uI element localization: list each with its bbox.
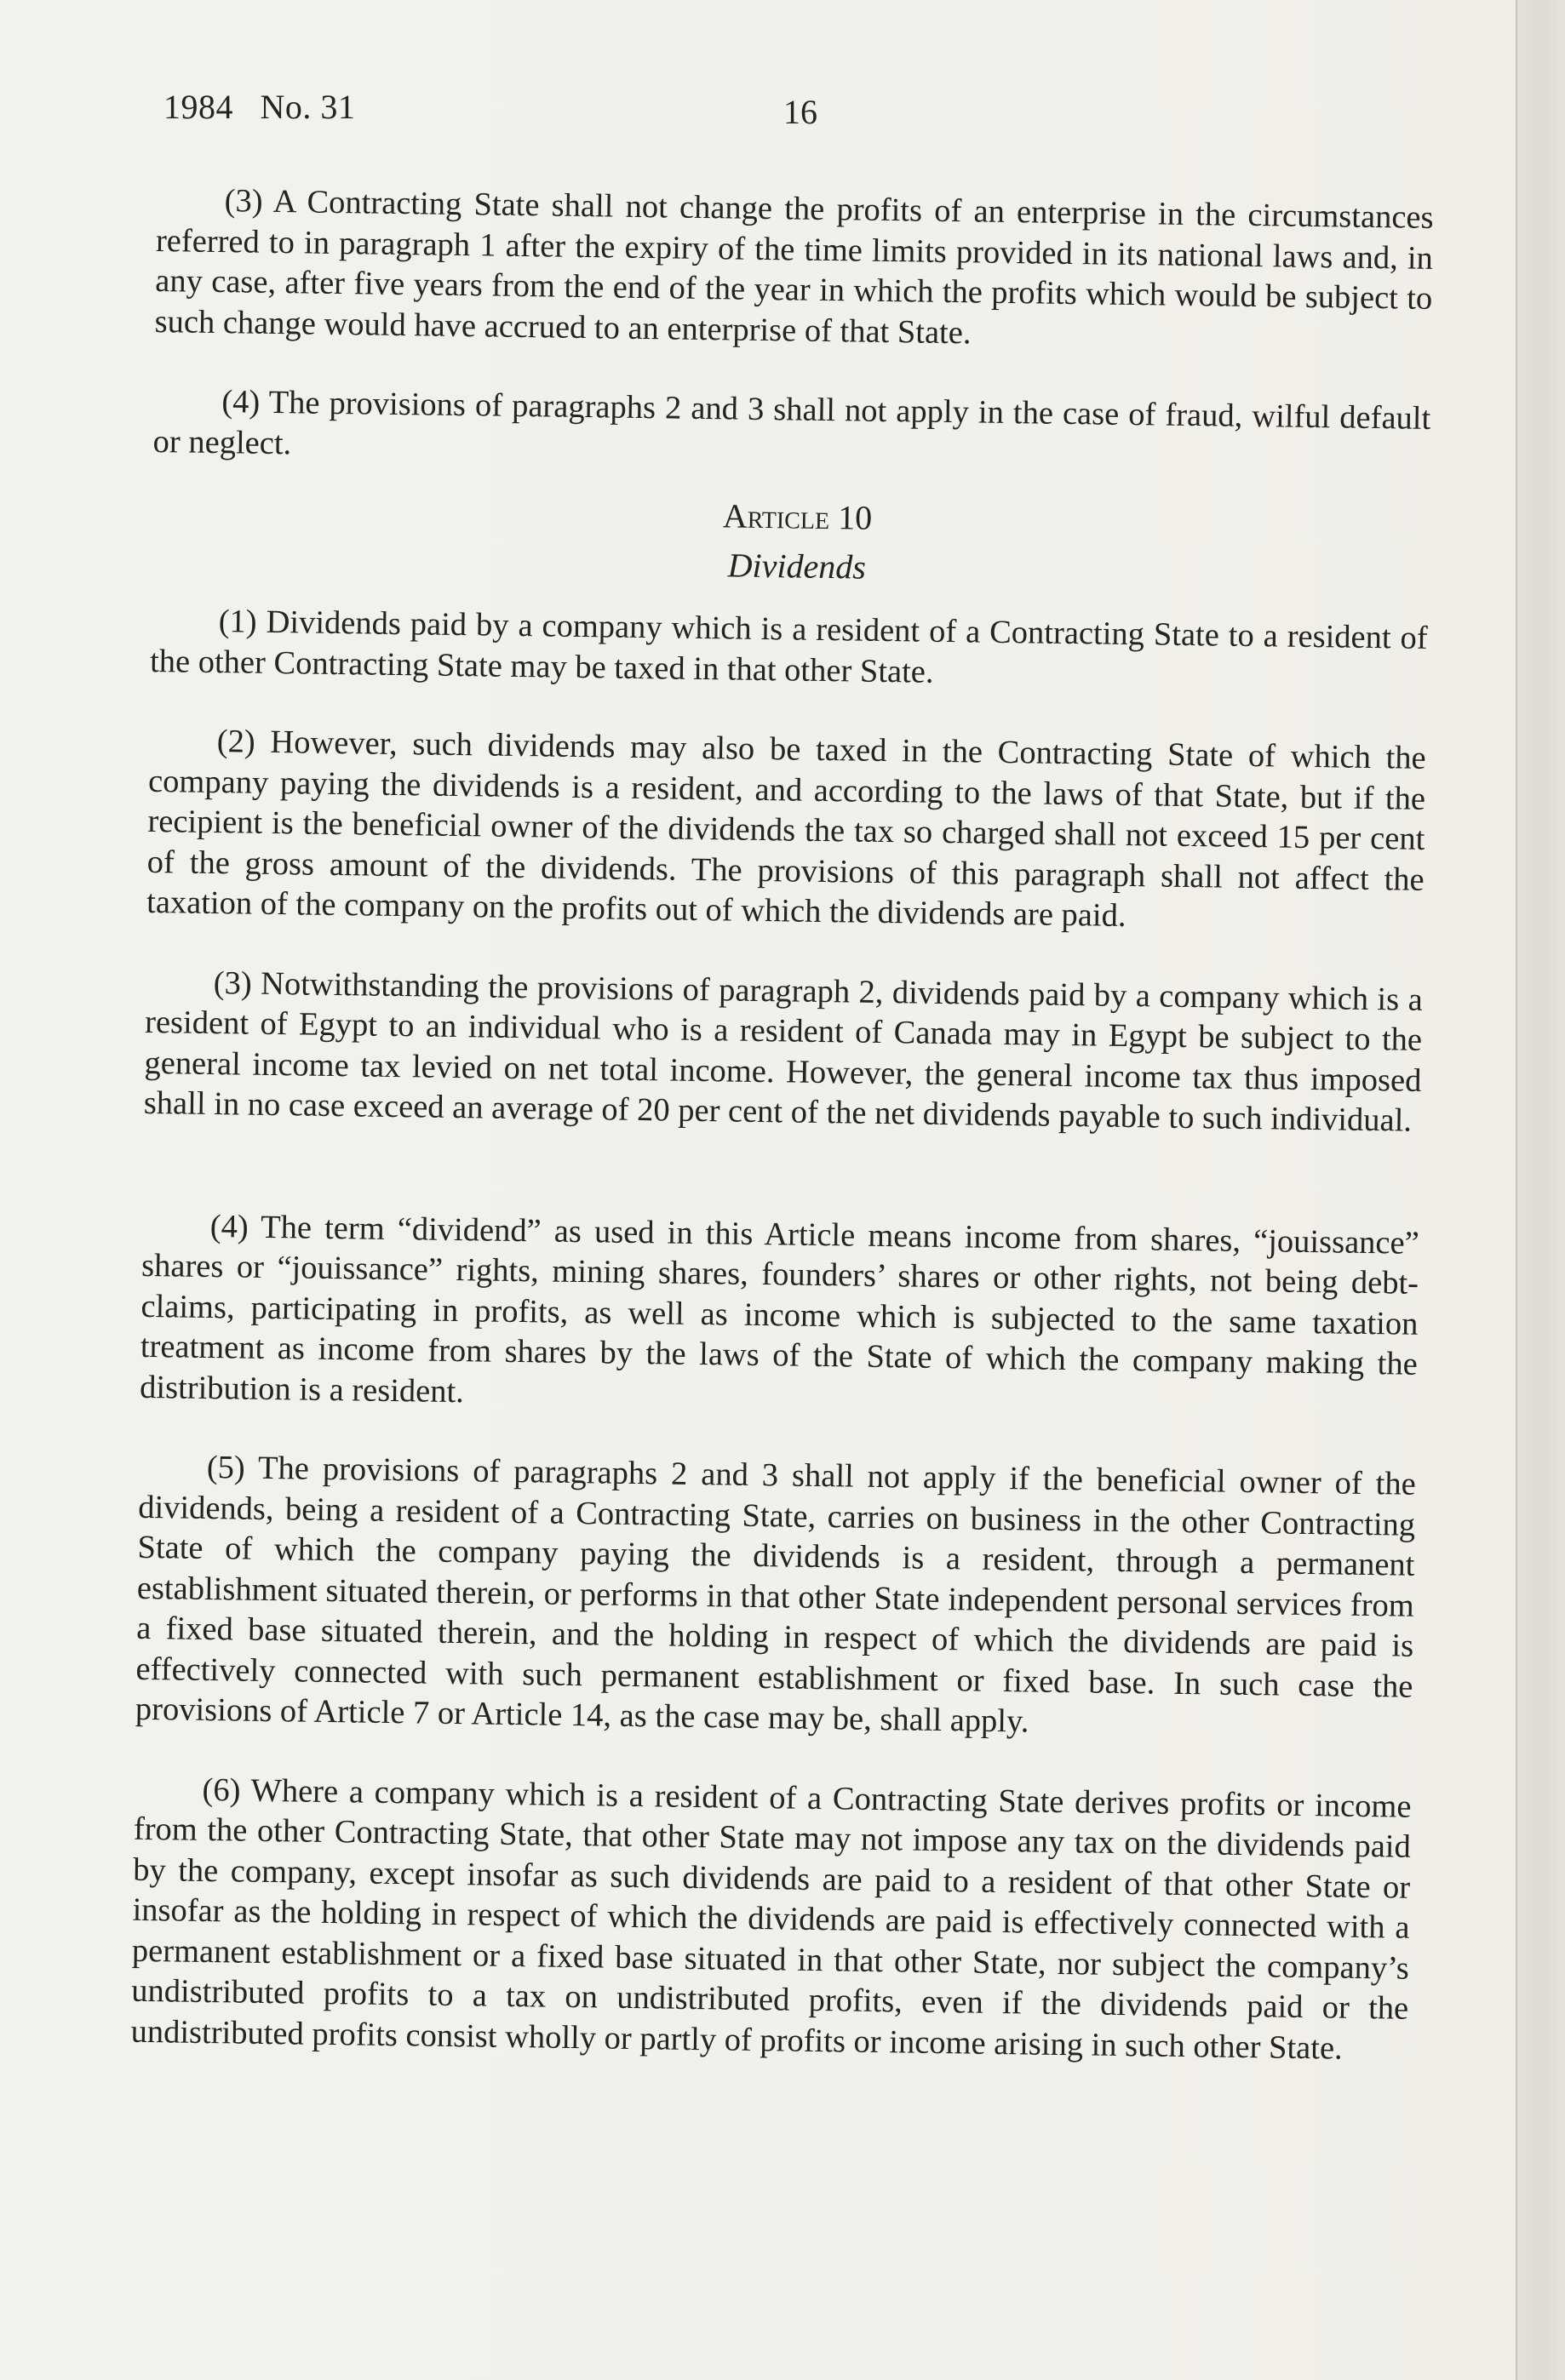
page-number: 16: [783, 93, 817, 131]
article-heading: Article 10: [722, 496, 873, 537]
paragraph-article9-4: (4) The provisions of paragraphs 2 and 3 shall not apply in the case of fraud, wilful default or neglect.: [152, 384, 1431, 461]
paragraph-article9-3: (3) A Contracting State shall not change the profits of an enterprise in the circumstances referred to in paragraph 1 after the expiry of the time limits provided in its national laws and, in any case, after five years from the end of the year in which the profits which would be subject to such change would have accrued to an enterprise of that State.: [154, 183, 1434, 351]
paragraph-article10-2: (2) However, such dividends may also be taxed in the Contracting State of which the company paying the dividends is a resident, and according to the laws of that State, but if the recipient is the beneficial owner of the dividends the tax so charged shall not exceed 15 per cent of the gross amount of the dividends. The provisions of this paragraph shall not affect the taxation of the company on the profits out of which the dividends are paid.: [146, 724, 1426, 934]
document-body: [130, 180, 1434, 2109]
paragraph-article10-4: (4) The term “dividend” as used in this Article means income from shares, “jouissance” shares or “jouissance” rights, mining shares, founders’ shares or other rights, not being debt-claims, participating in profits, as well as income which is subjected to the same taxation treatment as income from shares by the laws of the State of which the company making the distribution is a resident.: [139, 1208, 1420, 1410]
paragraph-article10-6: (6) Where a company which is a resident of a Contracting State derives profits or income from the other Contracting State, that other State may not impose any tax on the dividends paid by the company, except insofar as such dividends are paid to a resident of that other State or insofar as the holding in respect of which the dividends are paid is effectively connected with a permanent establishment or a fixed base situated in that other State, nor subject the company’s undistributed profits to a tax on undistributed profits, even if the dividends paid or the undistributed profits consist wholly or partly of profits or income arising in such other State.: [130, 1771, 1412, 2067]
paragraph-article10-1: (1) Dividends paid by a company which is a resident of a Contracting State to a resident of the other Contracting State may be taxed in that other State.: [149, 604, 1428, 690]
article-title: Dividends: [727, 545, 867, 586]
page-header: [163, 87, 1441, 138]
page-binding-edge: [1516, 0, 1565, 2380]
paragraph-article10-3: (3) Notwithstanding the provisions of paragraph 2, dividends paid by a company which is a resident of Egypt to an individual who is a resident of Canada may in Egypt be subject to the general income tax levied on net total income. However, the general income tax thus imposed shall in no case exceed an average of 20 per cent of the net dividends payable to such individual.: [143, 964, 1424, 1139]
paragraph-article10-5: (5) The provisions of paragraphs 2 and 3 shall not apply if the beneficial owner of the dividends, being a resident of a Contracting State, carries on business in the other Contracting State of which the company paying the dividends is a resident, through a permanent establishment situated therein, or performs in that other State independent personal services from a fixed base situated therein, and the holding in respect of which the dividends are paid is effectively connected with such permanent establishment or fixed base. In such case the provisions of Article 7 or Article 14, as the case may be, shall apply.: [135, 1449, 1417, 1740]
statute-citation: 1984 No. 31: [163, 88, 356, 126]
